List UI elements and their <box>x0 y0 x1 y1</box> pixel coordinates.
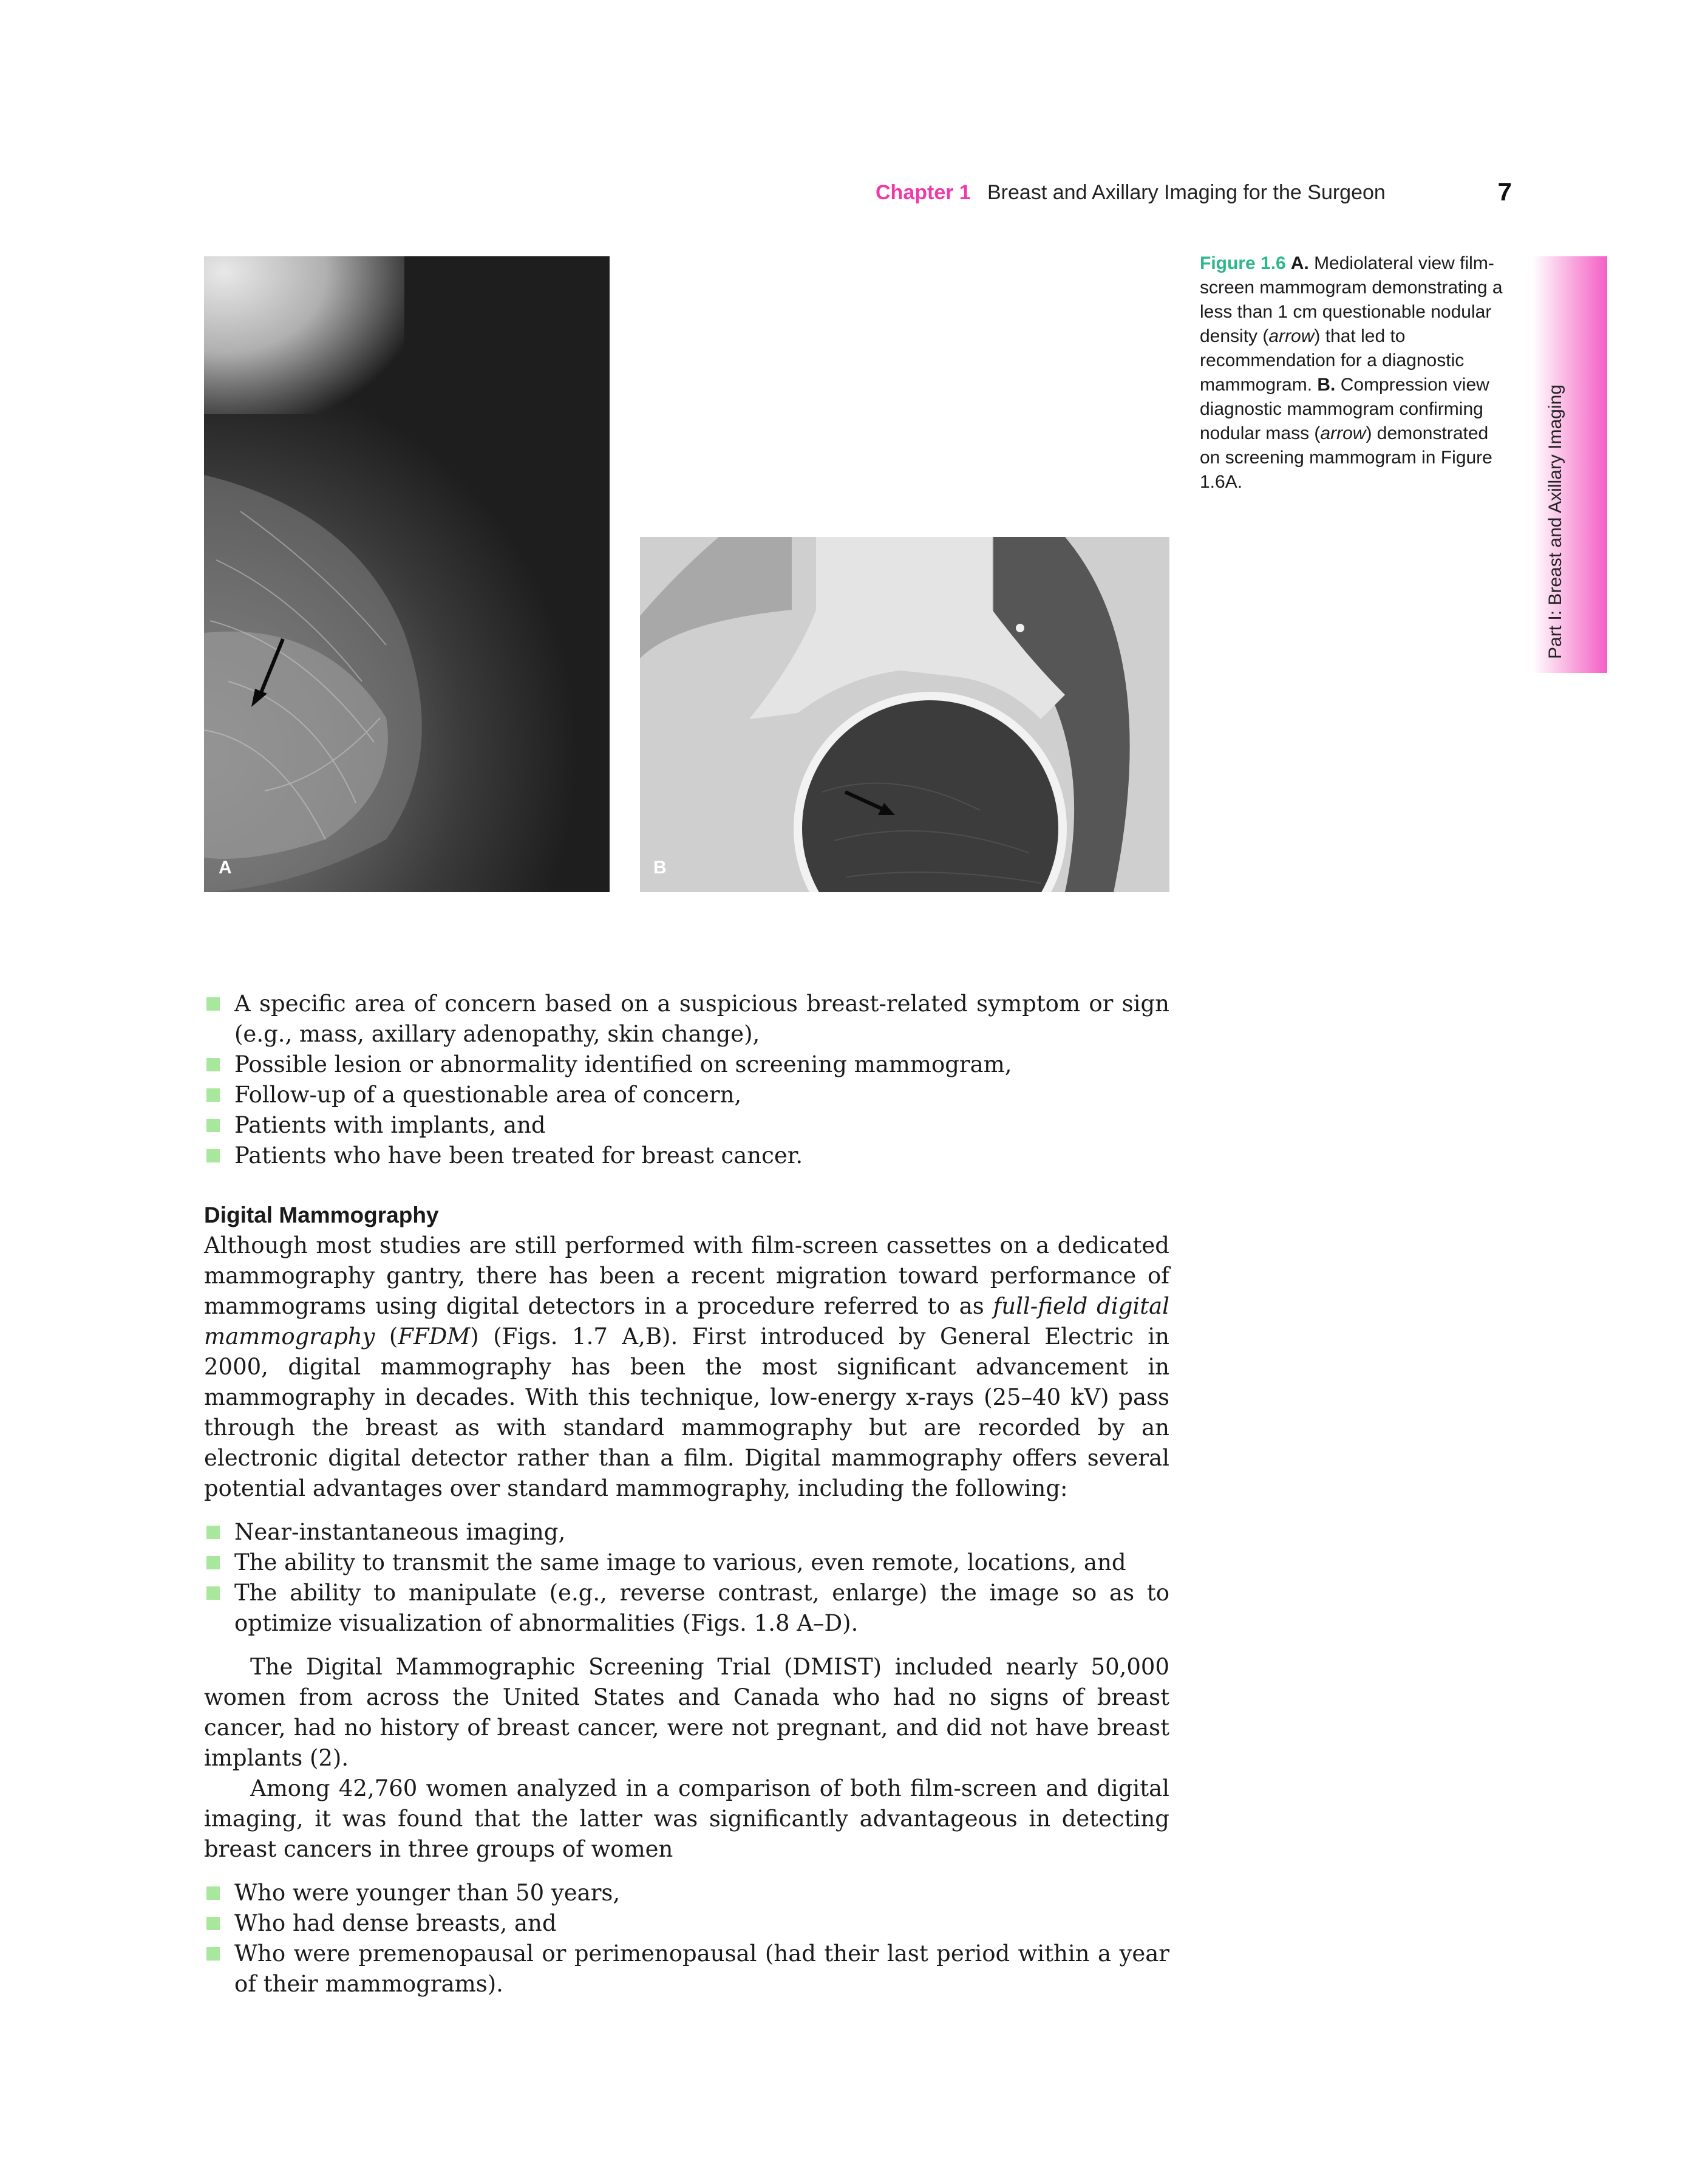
list-item: Near-instantaneous imaging, <box>204 1517 1169 1548</box>
indications-list <box>204 989 1169 1171</box>
bullet-square-icon <box>206 1149 220 1162</box>
bullet-square-icon <box>206 1586 220 1600</box>
panel-label-a: A <box>219 858 232 878</box>
bullet-square-icon <box>206 1088 220 1102</box>
list-item: Follow-up of a questionable area of concern, <box>204 1080 1169 1110</box>
advantages-list <box>204 1517 1169 1639</box>
figure-number: Figure 1.6 <box>1200 253 1286 273</box>
mammogram-b-compression <box>640 537 1169 892</box>
bullet-square-icon <box>206 1556 220 1569</box>
part-thumb-tab <box>1532 256 1607 673</box>
bullet-square-icon <box>206 1119 220 1132</box>
page-number: 7 <box>1497 177 1512 206</box>
list-item: The ability to manipulate (e.g., reverse contrast, enlarge) the image so as to optimize visualization of abnormalities (Figs. 1.8 A–D). <box>204 1578 1169 1639</box>
panel-label-b: B <box>653 858 667 878</box>
part-tab-label: Part I: Breast and Axillary Imaging <box>1545 384 1565 659</box>
mammogram-image-b <box>640 537 1169 892</box>
groups-list <box>204 1878 1169 1999</box>
list-item: The ability to transmit the same image to various, even remote, locations, and <box>204 1548 1169 1578</box>
bullet-square-icon <box>206 1947 220 1961</box>
bullet-square-icon <box>206 997 220 1011</box>
mammogram-a-tissue <box>204 256 610 892</box>
dmist-paragraph: The Digital Mammographic Screening Trial (DMIST) included nearly 50,000 women from across the United States and Canada who had no signs of breast cancer, had no history of breast cancer, were not pregnant, and did not have breast implants (2). <box>204 1654 1169 1771</box>
bullet-square-icon <box>206 1917 220 1930</box>
figure-caption: Figure 1.6 A. Mediolateral view film-screen mammogram demonstrating a less than 1 cm questionable nodular density (arrow) that led to recommendation for a diagnostic mammogram. B. Compression view diagnostic mammogram confirming nodular mass (arrow) demonstrated on screening mammogram in Figure 1.6A. <box>1200 253 1503 492</box>
bullet-square-icon <box>206 1886 220 1900</box>
section-heading: Digital Mammography <box>204 1203 439 1227</box>
digital-mammography-section <box>204 1200 1169 1999</box>
list-item: Patients who have been treated for breast cancer. <box>204 1141 1169 1171</box>
list-item: Possible lesion or abnormality identified on screening mammogram, <box>204 1050 1169 1080</box>
running-header <box>850 177 1512 211</box>
chapter-title: Breast and Axillary Imaging for the Surgeon <box>987 181 1386 204</box>
mammogram-image-a <box>204 256 610 892</box>
bullet-square-icon <box>206 1058 220 1071</box>
bullet-square-icon <box>206 1526 220 1539</box>
list-item: Who were younger than 50 years, <box>204 1878 1169 1908</box>
chapter-label: Chapter 1 <box>876 181 971 204</box>
list-item: A specific area of concern based on a suspicious breast-related symptom or sign (e.g., mass, axillary adenopathy, skin change), <box>204 989 1169 1050</box>
list-item: Who had dense breasts, and <box>204 1908 1169 1939</box>
list-item: Who were premenopausal or perimenopausal (had their last period within a year of their mammograms). <box>204 1939 1169 1999</box>
list-item: Patients with implants, and <box>204 1110 1169 1141</box>
section-paragraph: Although most studies are still performed with film-screen cassettes on a dedicated mammography gantry, there has been a recent migration toward performance of mammograms using digital detectors in a procedure referred to as full-field digital mammography (FFDM) (Figs. 1.7 A,B). First introduced by General Electric in 2000, digital mammography has been the most significant advancement in mammography in decades. With this technique, low-energy x-rays (25–40 kV) pass through the breast as with standard mammography but are recorded by an electronic digital detector rather than a film. Digital mammography offers several potential advantages over standard mammography, including the following: <box>204 1232 1169 1501</box>
comparison-paragraph: Among 42,760 women analyzed in a comparison of both film-screen and digital imaging, it was found that the latter was significantly advantageous in detecting breast cancers in three groups of women <box>204 1775 1169 1862</box>
